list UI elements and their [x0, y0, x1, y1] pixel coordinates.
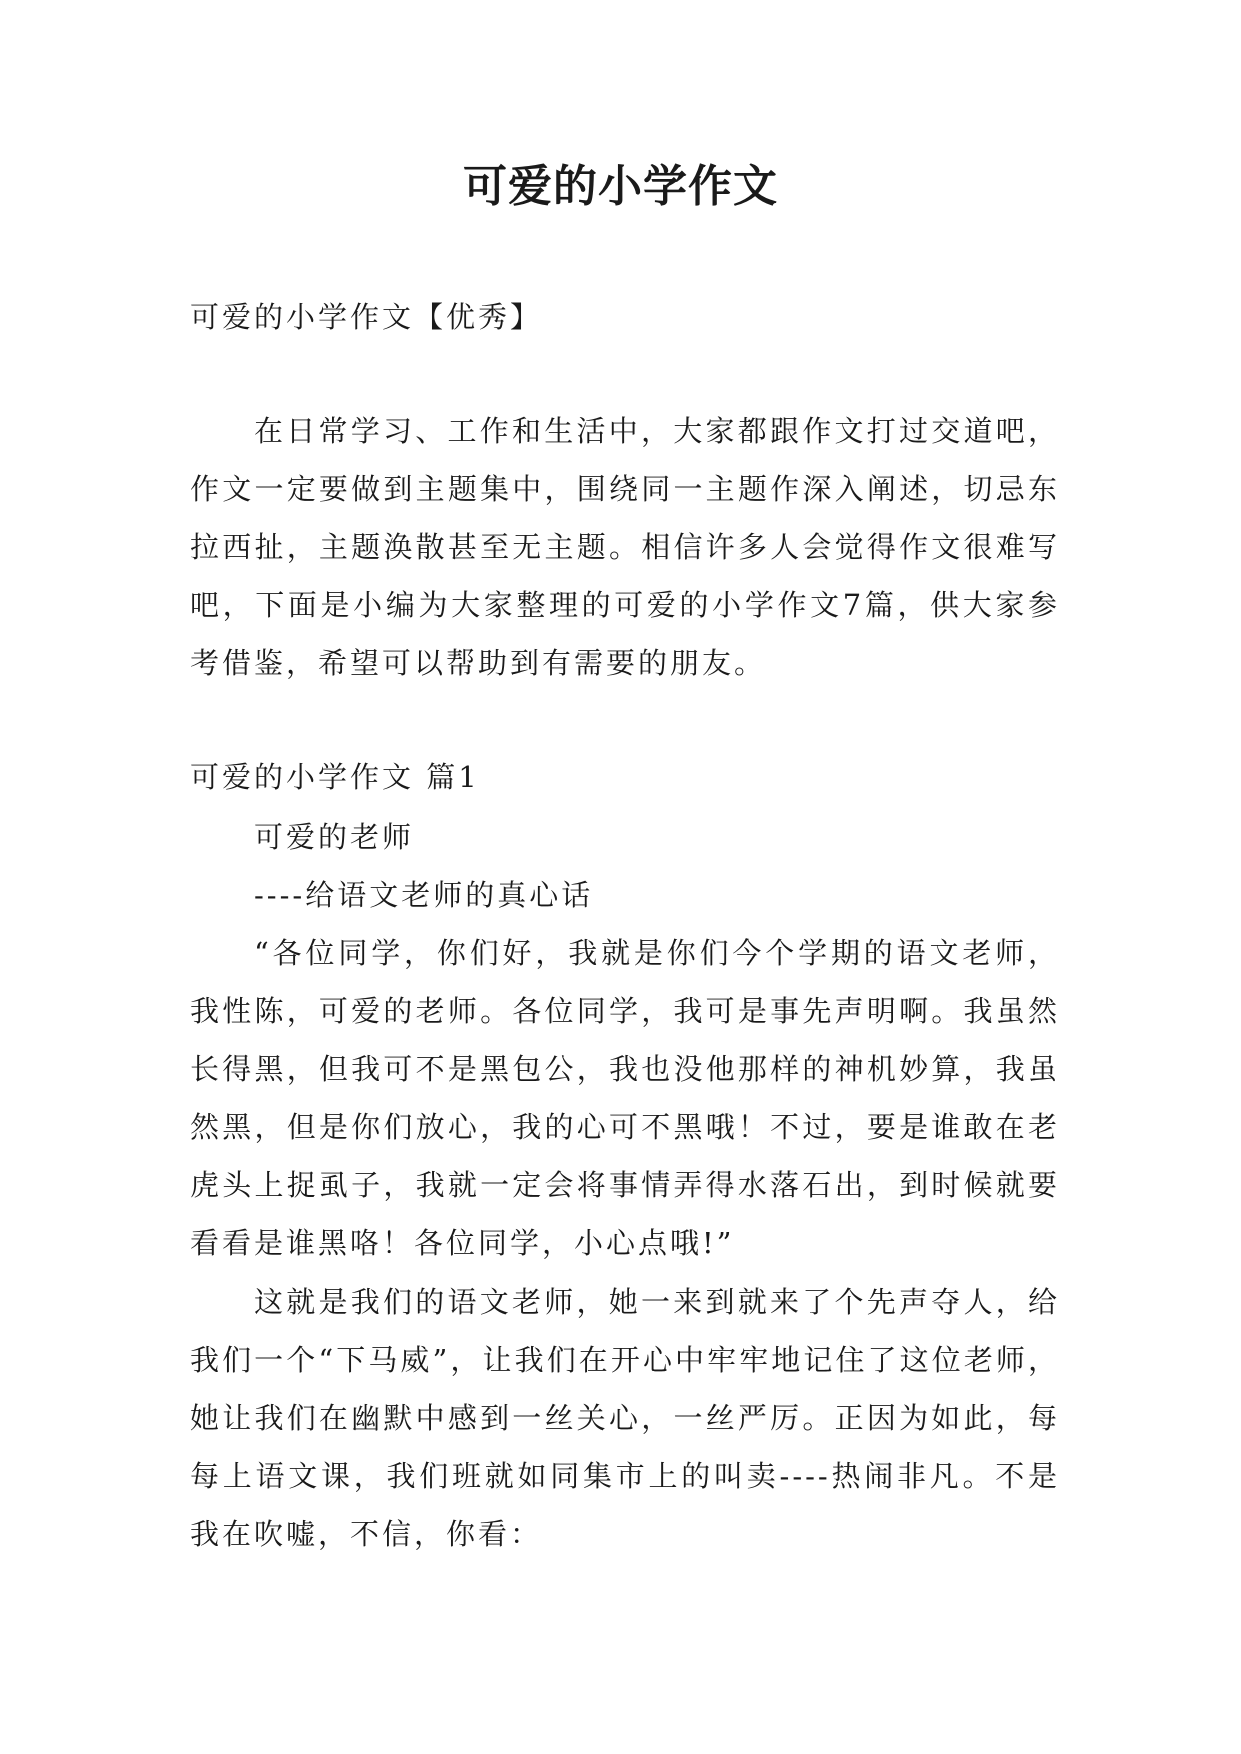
- document-subtitle: 可爱的小学作文【优秀】: [190, 300, 543, 334]
- intro-paragraph: 在日常学习、工作和生活中，大家都跟作文打过交道吧，作文一定要做到主题集中，围绕同一主题作深入阐述，切忌东拉西扯，主题涣散甚至无主题。相信许多人会觉得作文很难写吧，下面是小编为大家整理的可爱的小学作文7篇，供大家参考借鉴，希望可以帮助到有需要的朋友。: [190, 414, 1060, 680]
- essay-paragraph-2: 这就是我们的语文老师，她一来到就来了个先声夺人，给我们一个“下马威”，让我们在开心中牢牢地记住了这位老师，她让我们在幽默中感到一丝关心，一丝严厉。正因为如此，每每上语文课，我们班就如同集市上的叫卖----热闹非凡。不是我在吹嘘，不信，你看：: [190, 1285, 1060, 1551]
- document-title: 可爱的小学作文: [463, 161, 778, 212]
- essay-title: 可爱的老师: [254, 820, 415, 854]
- section-heading: 可爱的小学作文 篇1: [190, 760, 480, 794]
- essay-subtitle: ----给语文老师的真心话: [254, 878, 594, 912]
- essay-paragraph-1: “各位同学，你们好，我就是你们今个学期的语文老师，我性陈，可爱的老师。各位同学，我可是事先声明啊。我虽然长得黑，但我可不是黑包公，我也没他那样的神机妙算，我虽然黑，但是你们放心，我的心可不黑哦！不过，要是谁敢在老虎头上捉虱子，我就一定会将事情弄得水落石出，到时候就要看看是谁黑咯！各位同学，小心点哦!”: [190, 936, 1060, 1260]
